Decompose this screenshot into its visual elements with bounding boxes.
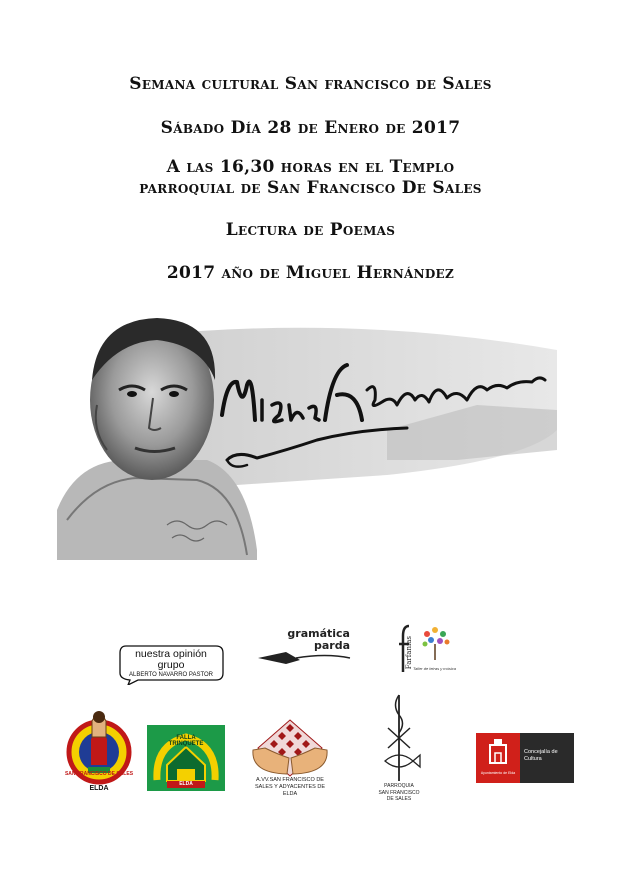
event-dedication: 2017 año de Miguel Hernández bbox=[166, 263, 455, 283]
nuestra-opinion-grupo: grupo bbox=[157, 659, 185, 671]
concejalia-sub: Ayuntamiento de Elda bbox=[480, 771, 516, 775]
event-date: Sábado Día 28 de Enero de 2017 bbox=[160, 118, 461, 138]
farfanias-name: Farfanías bbox=[405, 636, 413, 670]
logo-concejalia-cultura bbox=[476, 733, 574, 783]
aavv-line1: A.VV.SAN FRANCISCO DE bbox=[256, 777, 324, 783]
logo-falla-trinquete bbox=[147, 725, 225, 791]
falla-town: ELDA bbox=[179, 781, 193, 787]
nuestra-opinion-name: ALBERTO NAVARRO PASTOR bbox=[128, 672, 214, 678]
parroquia-line1: PARROQUIA bbox=[384, 783, 414, 789]
pen-nib-icon bbox=[256, 628, 352, 668]
event-time-line: A las 16,30 horas en el Templo bbox=[166, 157, 455, 177]
gramatica-word: gramática bbox=[287, 627, 350, 640]
miguel-hernandez-portrait bbox=[57, 310, 562, 560]
logo-comparsa-san-francisco bbox=[64, 707, 134, 795]
logo-nuestra-opinion bbox=[116, 643, 226, 685]
comparsa-town: ELDA bbox=[89, 785, 109, 792]
logo-gramatica-parda bbox=[256, 628, 352, 668]
elda-emblem-icon bbox=[476, 733, 520, 783]
logo-aavv-san-francisco bbox=[247, 718, 333, 802]
comparsa-label: SAN FRANCISCO DE SALES bbox=[64, 771, 134, 777]
parroquia-line2: SAN FRANCISCO bbox=[378, 789, 420, 796]
nuestra-opinion-title: nuestra opinión bbox=[135, 648, 207, 660]
event-activity: Lectura de Poemas bbox=[225, 220, 396, 240]
falla-label: FALLA TRINQUETE bbox=[168, 735, 204, 747]
poster-title: Semana cultural San francisco de Sales bbox=[129, 74, 492, 94]
aavv-line2: SALES Y ADYACENTES DE bbox=[254, 784, 325, 790]
logo-parroquia bbox=[370, 693, 428, 805]
tree-icon bbox=[423, 627, 450, 660]
cross-fish-icon bbox=[370, 693, 428, 783]
event-place-line: parroquial de San Francisco De Sales bbox=[139, 178, 482, 198]
event-time-place bbox=[0, 157, 621, 199]
logo-farfanias bbox=[395, 622, 459, 674]
aavv-line3: ELDA bbox=[282, 791, 298, 797]
concejalia-label2: Cultura bbox=[524, 756, 542, 762]
farfanias-subtitle: Taller de letras y música bbox=[413, 666, 456, 671]
concejalia-label1: Concejalía de bbox=[524, 749, 558, 755]
parda-word: parda bbox=[313, 639, 350, 652]
parroquia-line3: DE SALES bbox=[386, 796, 412, 802]
